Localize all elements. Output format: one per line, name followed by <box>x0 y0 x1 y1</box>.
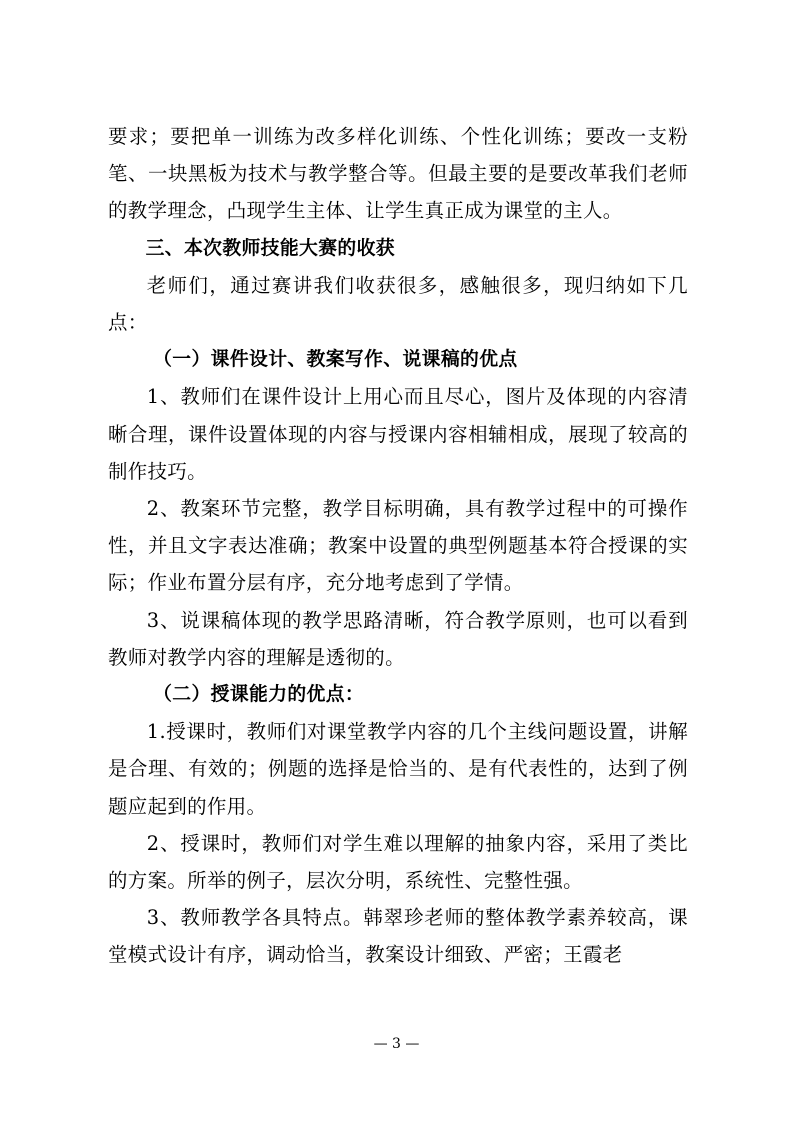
paragraph-intro: 老师们，通过赛讲我们收获很多，感触很多，现归纳如下几点： <box>108 273 688 335</box>
subheading-2: （二）授课能力的优点： <box>153 684 365 706</box>
paragraph-item-5: 2、授课时，教师们对学生难以理解的抽象内容，采用了类比的方案。所举的例子，层次分明，系统性、完整性强。 <box>108 831 688 893</box>
paragraph-item-1: 1、教师们在课件设计上用心而且尽心，图片及体现的内容清晰合理，课件设置体现的内容与授课内容相辅相成，展现了较高的制作技巧。 <box>108 385 688 483</box>
paragraph-item-6: 3、教师教学各具特点。韩翠珍老师的整体教学素养较高，课堂模式设计有序，调动恰当，教案设计细致、严密；王霞老 <box>108 906 688 967</box>
subheading-1: （一）课件设计、教案写作、说课稿的优点 <box>153 349 518 371</box>
page-number: — 3 — <box>373 1036 420 1052</box>
paragraph-item-3: 3、说课稿体现的教学思路清晰，符合教学原则，也可以看到教师对教学内容的理解是透彻的。 <box>108 608 688 669</box>
paragraph-item-2: 2、教案环节完整，教学目标明确，具有教学过程中的可操作性，并且文字表达准确；教案中设置的典型例题基本符合授课的实际；作业布置分层有序，充分地考虑到了学情。 <box>108 497 688 595</box>
document-body <box>108 118 688 974</box>
paragraph-item-4: 1.授课时，教师们对课堂教学内容的几个主线问题设置，讲解是合理、有效的；例题的选择是恰当的、是有代表性的，达到了例题应起到的作用。 <box>108 720 688 818</box>
section-heading-3: 三、本次教师技能大赛的收获 <box>145 237 395 259</box>
paragraph-continuation: 要求；要把单一训练为改多样化训练、个性化训练；要改一支粉笔、一块黑板为技术与教学整合等。但最主要的是要改革我们老师的教学理念，凸现学生主体、让学生真正成为课堂的主人。 <box>108 125 688 223</box>
